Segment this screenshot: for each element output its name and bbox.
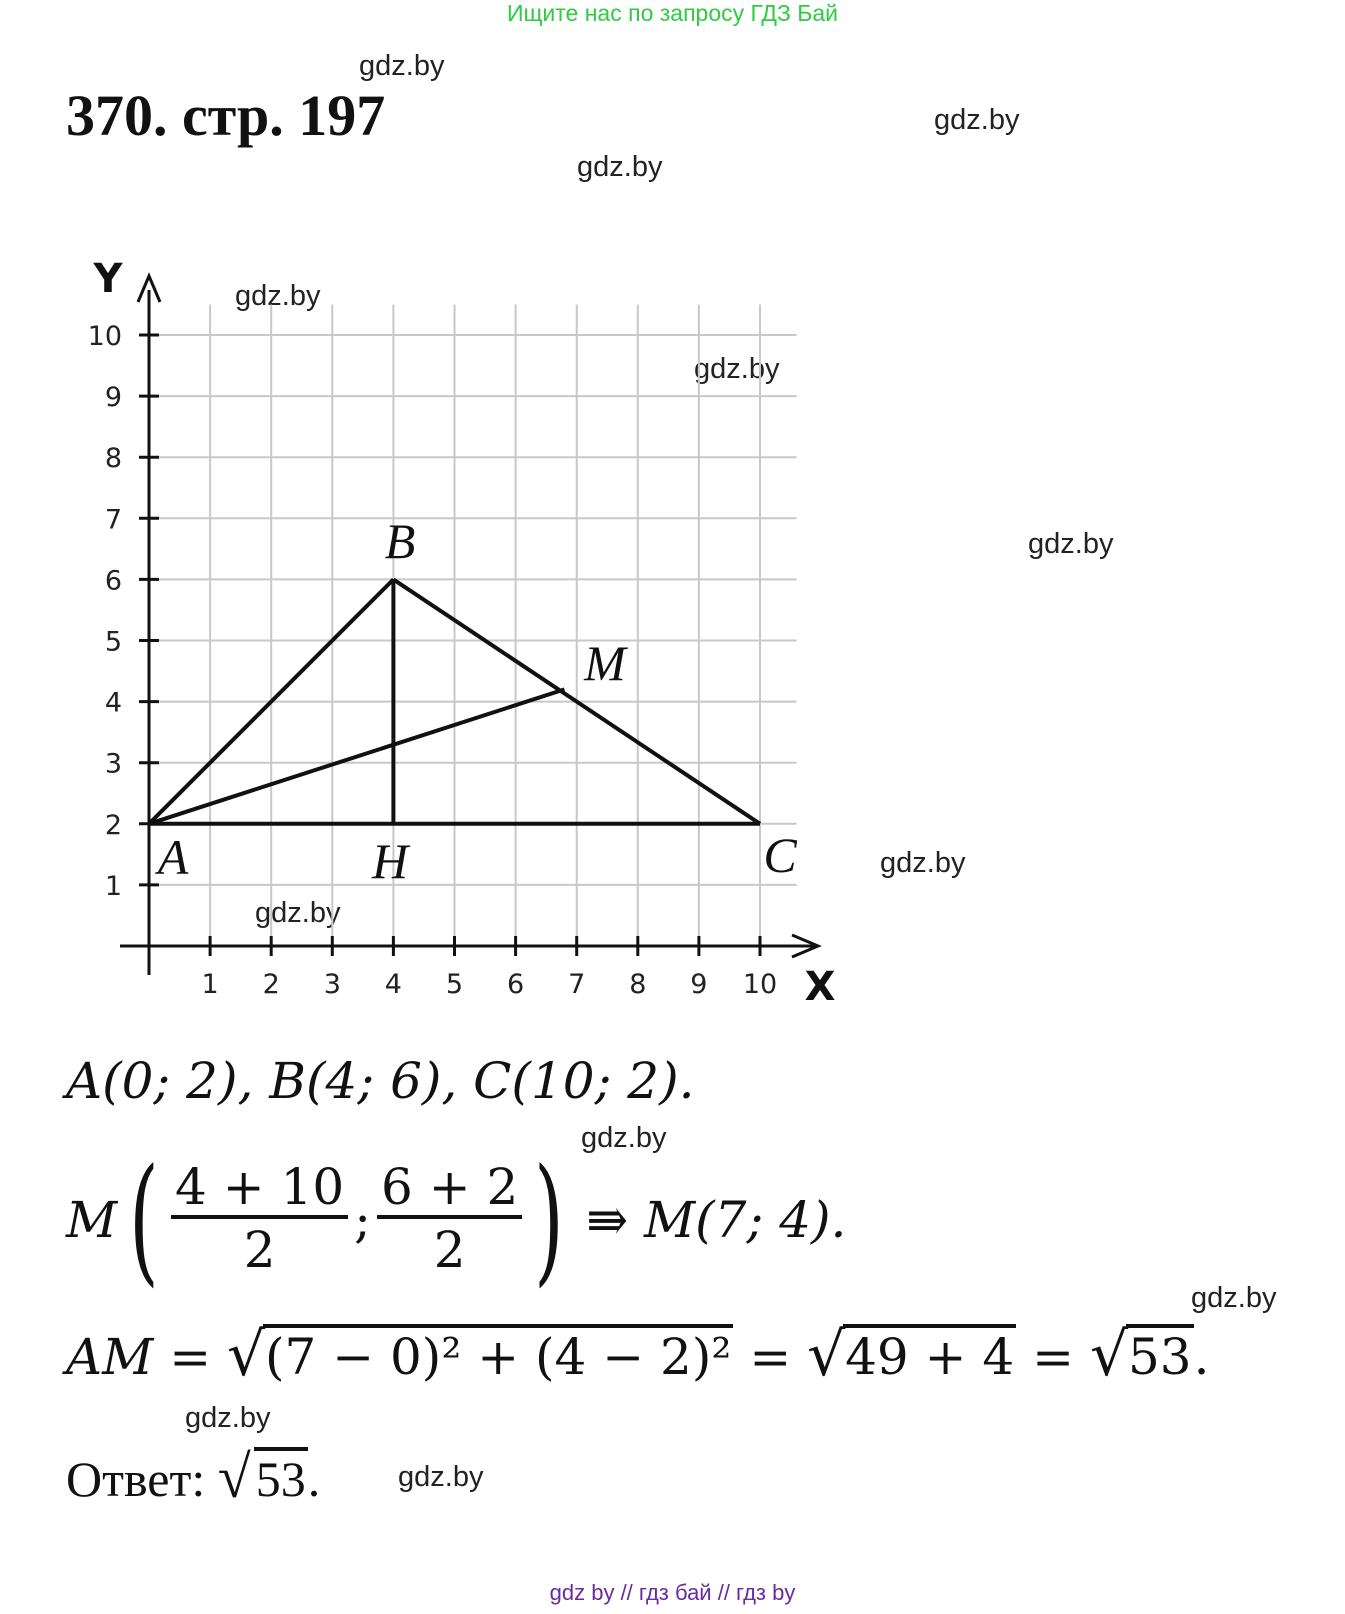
x-tick-label: 2	[262, 969, 280, 1000]
y-tick-label: 7	[104, 504, 122, 536]
fraction-x	[171, 1159, 348, 1281]
sqrt-2: √ 49 + 4	[807, 1320, 1015, 1390]
fraction-y-numerator: 6 + 2	[377, 1159, 522, 1219]
axis-ticks	[139, 335, 760, 956]
watermark: gdz.by	[1028, 528, 1114, 560]
left-paren: (	[129, 1139, 159, 1300]
footer-links: gdz by // гдз бай // гдз by	[549, 1580, 796, 1605]
sqrt-1: √ (7 − 0)² + (4 − 2)²	[227, 1320, 732, 1390]
distance-lhs: AM =	[66, 1328, 212, 1386]
radicand-2: 49 + 4	[843, 1324, 1016, 1386]
x-tick-label: 5	[445, 969, 464, 1000]
watermark: gdz.by	[185, 1402, 271, 1434]
x-tick-label: 3	[323, 969, 341, 1000]
watermark: gdz.by	[359, 50, 445, 82]
watermark: gdz.by	[934, 104, 1020, 136]
tick-labels	[88, 321, 778, 1000]
y-axis-label: Y	[93, 256, 123, 302]
y-tick-label: 6	[104, 565, 122, 597]
y-tick-label: 4	[104, 687, 122, 719]
segment-am	[149, 689, 564, 823]
midpoint-result: ⇛ M(7; 4).	[586, 1191, 847, 1249]
y-tick-label: 3	[104, 748, 122, 780]
period: .	[307, 1451, 321, 1507]
x-tick-label: 7	[568, 969, 586, 1000]
y-tick-label: 10	[87, 321, 122, 352]
x-tick-label: 1	[201, 969, 219, 1000]
answer-line	[66, 1444, 321, 1510]
fraction-y	[377, 1159, 522, 1281]
midpoint-formula	[66, 1139, 847, 1300]
watermark: gdz.by	[880, 847, 966, 879]
equals-sign: =	[1032, 1328, 1075, 1386]
watermark: gdz.by	[235, 280, 321, 312]
right-paren: )	[534, 1139, 565, 1300]
equals-sign: =	[749, 1328, 792, 1386]
watermark: gdz.by	[581, 1122, 667, 1154]
radicand-1: (7 − 0)² + (4 − 2)²	[263, 1324, 733, 1386]
x-axis-label: X	[804, 964, 836, 1010]
coordinates-text: A(0; 2), B(4; 6), C(10; 2).	[66, 1052, 695, 1110]
fraction-x-denominator: 2	[243, 1221, 276, 1279]
answer-radicand: 53	[254, 1447, 308, 1507]
top-banner: Ищите нас по запросу ГДЗ Бай	[506, 0, 839, 26]
coordinates-line	[66, 1052, 695, 1110]
watermark: gdz.by	[577, 151, 663, 183]
point-label-c: C	[763, 827, 797, 883]
x-tick-label: 10	[742, 969, 778, 1000]
point-label-b: B	[384, 513, 416, 569]
y-tick-label: 8	[104, 443, 122, 475]
y-tick-label: 1	[104, 870, 122, 902]
fraction-x-numerator: 4 + 10	[171, 1159, 348, 1219]
point-label-m: M	[584, 635, 626, 691]
y-tick-label: 9	[104, 382, 122, 414]
x-tick-label: 6	[507, 969, 525, 1000]
page-title: 370. стр. 197	[66, 83, 386, 148]
period: .	[1193, 1328, 1210, 1386]
point-label-a: A	[157, 829, 189, 885]
distance-formula	[66, 1320, 1210, 1390]
x-tick-label: 8	[629, 969, 647, 1000]
answer-label: Ответ:	[66, 1451, 206, 1507]
y-tick-label: 2	[104, 809, 122, 841]
watermark: gdz.by	[398, 1461, 484, 1493]
radicand-3: 53	[1126, 1324, 1194, 1386]
watermark: gdz.by	[255, 897, 341, 929]
fraction-y-denominator: 2	[433, 1221, 466, 1279]
watermark: gdz.by	[694, 353, 780, 385]
y-tick-label: 5	[104, 626, 122, 658]
point-label-h: H	[371, 833, 409, 889]
midpoint-label: M	[66, 1191, 118, 1249]
answer-sqrt: √ 53	[217, 1444, 306, 1510]
watermark: gdz.by	[1191, 1282, 1277, 1314]
grid-lines	[149, 304, 797, 946]
sqrt-3: √ 53	[1089, 1320, 1192, 1390]
x-tick-label: 9	[690, 969, 708, 1000]
x-tick-label: 4	[384, 969, 402, 1000]
separator: ;	[354, 1191, 372, 1249]
